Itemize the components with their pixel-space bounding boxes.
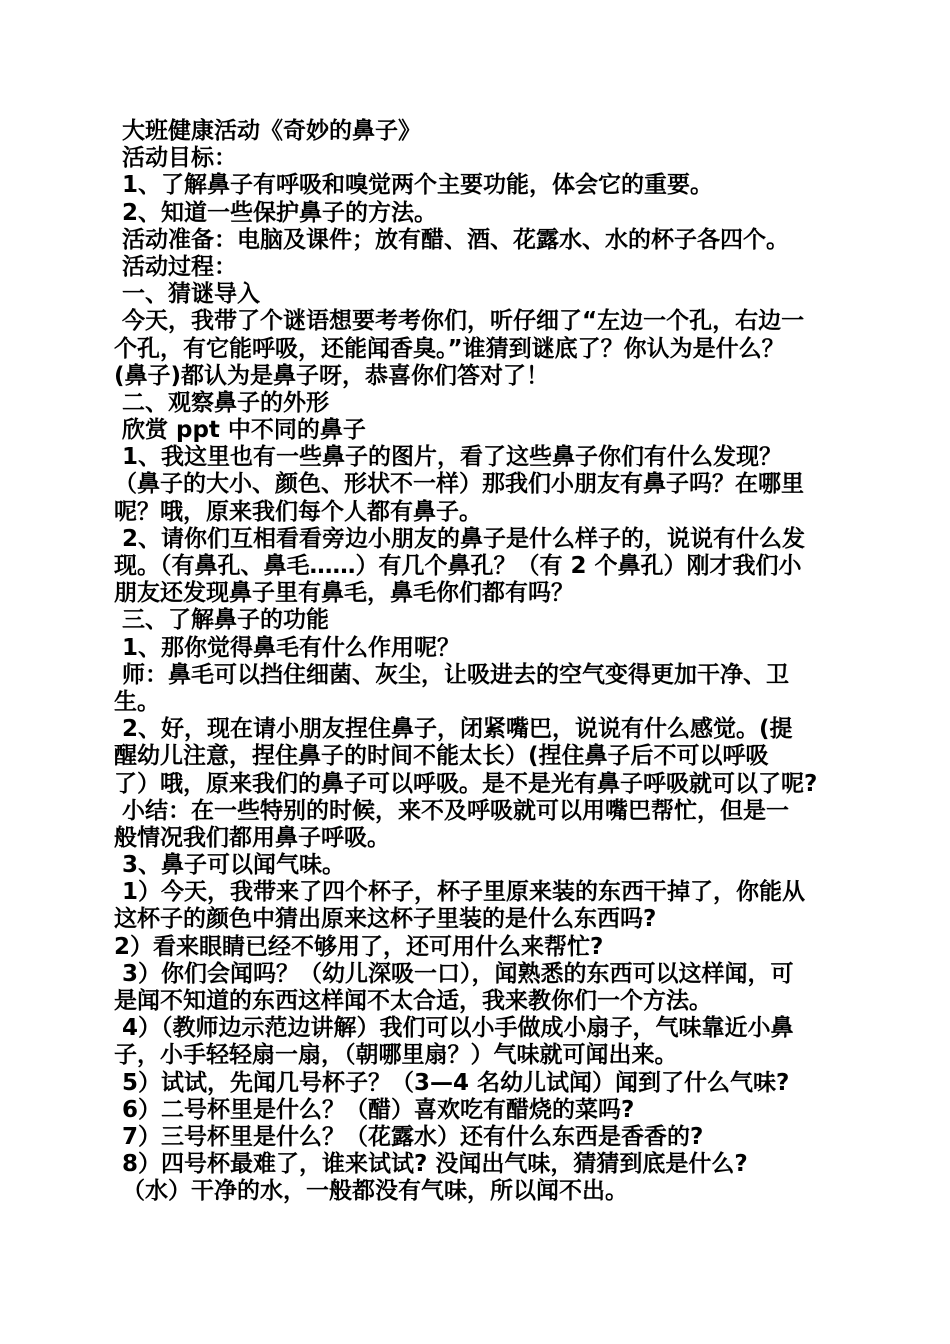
document-line: 子，小手轻轻扇一扇，（朝哪里扇？）气味就可闻出来。 — [114, 1042, 678, 1069]
document-line: 今天，我带了个谜语想要考考你们，听仔细了“左边一个孔，右边一 — [122, 308, 805, 335]
document-line: 现。（有鼻孔、鼻毛……）有几个鼻孔？（有 2 个鼻孔）刚才我们小 — [114, 553, 802, 579]
document-line: 4）（教师边示范边讲解）我们可以小手做成小扇子，气味靠近小鼻 — [122, 1015, 794, 1042]
document-line: 师：鼻毛可以挡住细菌、灰尘，让吸进去的空气变得更加干净、卫 — [122, 661, 789, 688]
document-line: 醒幼儿注意，捏住鼻子的时间不能太长）(捏住鼻子后不可以呼吸 — [114, 743, 769, 770]
document-line: 3）你们会闻吗？（幼儿深吸一口），闻熟悉的东西可以这样闻，可 — [122, 960, 794, 987]
document-line: （鼻子的大小、颜色、形状不一样）那我们小朋友有鼻子吗？在哪里 — [114, 471, 804, 498]
document-line: 8）四号杯最难了，谁来试试? 没闻出气味，猜猜到底是什么? — [122, 1151, 748, 1178]
document-line: 二、观察鼻子的外形 — [122, 389, 329, 416]
document-line: 这杯子的颜色中猜出原来这杯子里装的是什么东西吗? — [114, 906, 657, 933]
document-line: 般情况我们都用鼻子呼吸。 — [114, 824, 390, 851]
document-line: 生。 — [114, 688, 160, 715]
document-line: 7）三号杯里是什么？（花露水）还有什么东西是香香的? — [122, 1123, 704, 1150]
document-line: （水）干净的水，一般都没有气味，所以闻不出。 — [122, 1178, 628, 1205]
document-line: 活动目标： — [122, 145, 237, 172]
document-line: 朋友还发现鼻子里有鼻毛，鼻毛你们都有吗？ — [114, 580, 574, 607]
document-line: 呢？哦，原来我们每个人都有鼻子。 — [114, 498, 482, 525]
document-line: 三、了解鼻子的功能 — [122, 607, 329, 634]
document-line: 2、好，现在请小朋友捏住鼻子，闭紧嘴巴，说说有什么感觉。(提 — [122, 716, 793, 743]
document-line: 欣赏 ppt 中不同的鼻子 — [122, 417, 366, 444]
document-line: 1、我这里也有一些鼻子的图片，看了这些鼻子你们有什么发现？ — [122, 444, 783, 471]
document-line: 1、那你觉得鼻毛有什么作用呢？ — [122, 634, 461, 661]
document-line: 2、请你们互相看看旁边小朋友的鼻子是什么样子的，说说有什么发 — [122, 525, 806, 552]
document-line: 3、鼻子可以闻气味。 — [122, 852, 346, 879]
document-line: 1、了解鼻子有呼吸和嗅觉两个主要功能，体会它的重要。 — [122, 172, 714, 199]
document-line: 6）二号杯里是什么？（醋）喜欢吃有醋烧的菜吗? — [122, 1096, 635, 1123]
document-line: 1）今天，我带来了四个杯子，杯子里原来装的东西干掉了，你能从 — [122, 879, 806, 906]
document-line: 大班健康活动《奇妙的鼻子》 — [122, 118, 421, 144]
document-line: 5）试试，先闻几号杯子？（3—4 名幼儿试闻）闻到了什么气味? — [122, 1069, 790, 1096]
document-line: 活动准备：电脑及课件；放有醋、酒、花露水、水的杯子各四个。 — [122, 226, 789, 253]
document-line: (鼻子)都认为是鼻子呀，恭喜你们答对了！ — [114, 362, 550, 389]
document-line: 个孔，有它能呼吸，还能闻香臭。”谁猜到谜底了？你认为是什么？ — [114, 335, 785, 362]
document-line: 2、知道一些保护鼻子的方法。 — [122, 199, 438, 226]
document-body — [114, 118, 839, 1206]
document-line: 是闻不知道的东西这样闻不太合适，我来教你们一个方法。 — [114, 988, 712, 1014]
document-line: 一、猜谜导入 — [122, 281, 260, 308]
document-line: 小结：在一些特别的时候，来不及呼吸就可以用嘴巴帮忙，但是一 — [122, 797, 789, 824]
document-line: 活动过程： — [122, 253, 237, 280]
document-line: 2）看来眼睛已经不够用了，还可用什么来帮忙? — [114, 933, 604, 960]
document-line: 了）哦，原来我们的鼻子可以呼吸。是不是光有鼻子呼吸就可以了呢? — [114, 770, 818, 797]
